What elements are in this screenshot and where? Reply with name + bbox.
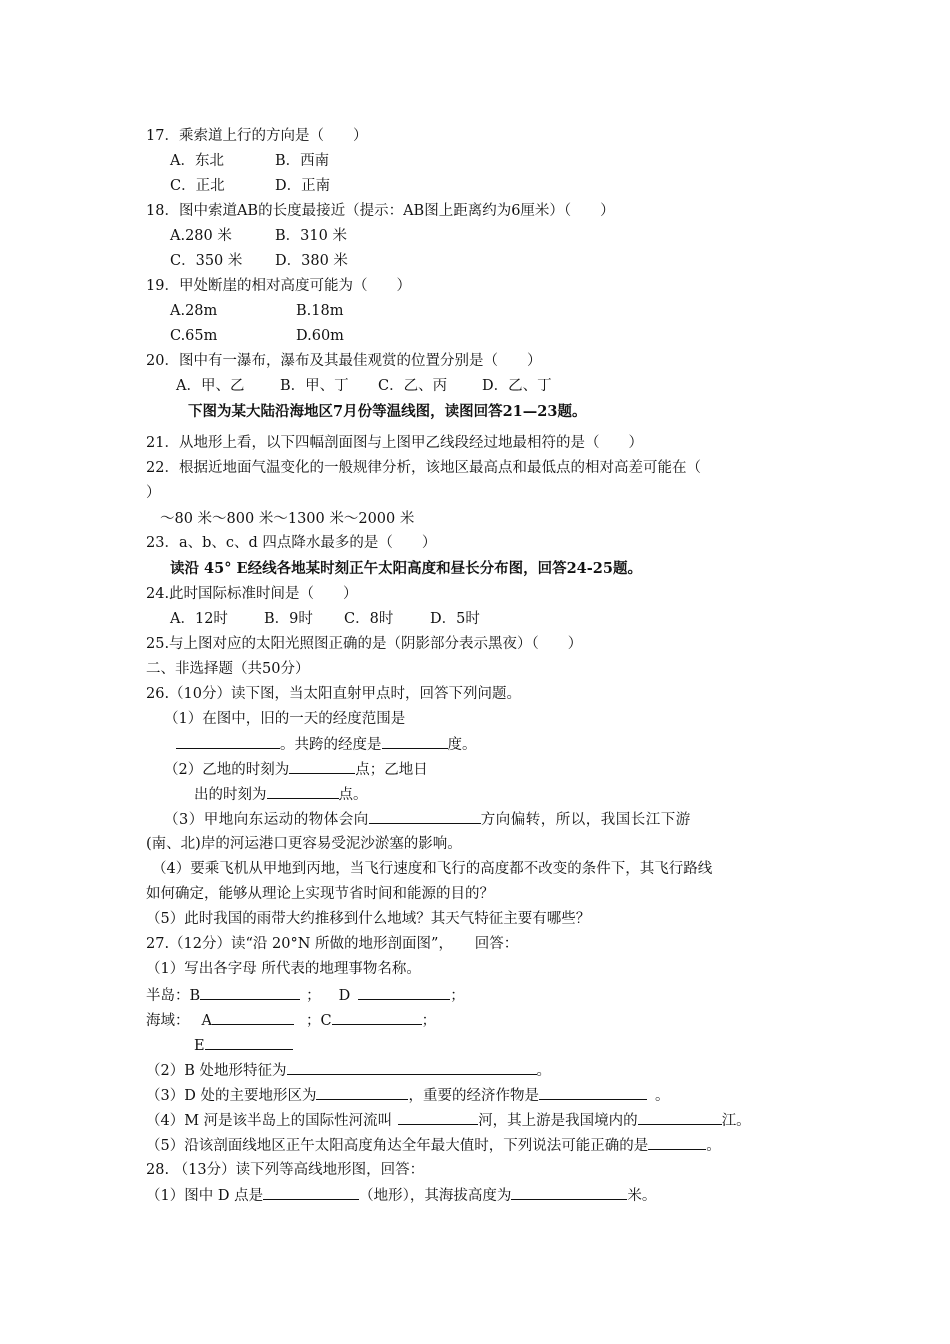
q26-part3-cont: (南、北)岸的河运港口更容易受泥沙淤塞的影响。 (146, 836, 462, 852)
answer-blank[interactable] (511, 1185, 627, 1200)
q26-part5: （5）此时我国的雨带大约推移到什么地域？其天气特征主要有哪些？ (146, 911, 591, 927)
q27-part4: （4）M 河是该半岛上的国际性河流叫 河，其上游是我国境内的 江。 (146, 1110, 751, 1131)
q17-stem: 17．乘索道上行的方向是（ ） (146, 128, 368, 144)
answer-blank[interactable] (316, 1085, 408, 1100)
q24-option-d: D．5时 (430, 611, 480, 627)
q20-option-d: D．乙、丁 (482, 378, 552, 394)
q18-option-c: C．350 米 (170, 253, 243, 269)
q19-option-row-1 (170, 301, 343, 321)
q24-option-a: A．12时 (170, 611, 228, 627)
answer-blank[interactable] (176, 734, 280, 749)
answer-blank[interactable] (648, 1135, 706, 1150)
q27-e-row: E (194, 1035, 293, 1056)
intro-21-23: 下图为某大陆沿海地区7月份等温线图，读图回答21—23题。 (188, 403, 587, 420)
q18-stem: 18．图中索道AB的长度最接近（提示：AB图上距离约为6厘米）（ ） (146, 203, 615, 219)
q27-part2: （2）B 处地形特征为 。 (146, 1060, 551, 1081)
answer-blank[interactable] (212, 1010, 294, 1025)
q27-part3: （3）D 处的主要地形区为 ，重要的经济作物是 。 (146, 1085, 669, 1106)
q27-stem: 27.（12分）读“沿 20°N 所做的地形剖面图”， 回答： (146, 936, 519, 952)
answer-blank[interactable] (287, 1060, 537, 1075)
q27-peninsula-row: 半岛：B ； D ； (146, 985, 465, 1006)
answer-blank[interactable] (382, 734, 448, 749)
q22-stem-end: ） (146, 485, 161, 501)
q20-options (176, 376, 552, 396)
answer-blank[interactable] (200, 985, 300, 1000)
q27-part5: （5）沿该剖面线地区正午太阳高度角达全年最大值时，下列说法可能正确的是 。 (146, 1135, 721, 1156)
q18-option-a: A.280 米 (170, 228, 232, 244)
q21-stem: 21．从地形上看，以下四幅剖面图与上图甲乙线段经过地最相符的是（ ） (146, 435, 643, 451)
q19-option-c: C.65m (170, 328, 218, 344)
q26-part4-cont: 如何确定，能够从理论上实现节省时间和能源的目的？ (146, 886, 494, 902)
q22-options: ～80 米～800 米～1300 米～2000 米 (160, 511, 415, 527)
q20-option-c: C．乙、丙 (378, 378, 448, 394)
answer-blank[interactable] (205, 1035, 293, 1050)
q26-part2: （2）乙地的时刻为 点；乙地日 (164, 759, 428, 780)
q17-option-a: A．东北 (170, 153, 224, 169)
q20-option-a: A．甲、乙 (176, 378, 245, 394)
q26-part2-cont: 出的时刻为 点。 (194, 784, 368, 805)
intro-24-25: 读沿 45° E经线各地某时刻正午太阳高度和昼长分布图，回答24-25题。 (170, 560, 642, 577)
answer-blank[interactable] (358, 985, 450, 1000)
answer-blank[interactable] (369, 809, 481, 824)
q28-stem: 28. （13分）读下列等高线地形图，回答： (146, 1162, 425, 1178)
q27-sea-row: 海域： A ；C ； (146, 1010, 436, 1031)
q18-option-b: B．310 米 (275, 228, 347, 244)
answer-blank[interactable] (638, 1110, 722, 1125)
q19-option-b: B.18m (296, 303, 344, 319)
q17-option-c: C．正北 (170, 178, 225, 194)
q17-option-d: D．正南 (275, 178, 331, 194)
answer-blank[interactable] (539, 1085, 647, 1100)
q22-stem: 22．根据近地面气温变化的一般规律分析，该地区最高点和最低点的相对高差可能在（ (146, 460, 701, 476)
q18-option-row-2 (170, 251, 348, 271)
q26-stem: 26.（10分）读下图，当太阳直射甲点时，回答下列问题。 (146, 686, 522, 702)
answer-blank[interactable] (289, 759, 355, 774)
q28-part1: （1）图中 D 点是 （地形），其海拔高度为 米。 (146, 1185, 656, 1206)
q24-option-b: B．9时 (264, 611, 313, 627)
q18-option-row-1 (170, 226, 347, 246)
q20-option-b: B．甲、丁 (280, 378, 349, 394)
q26-part3: （3）甲地向东运动的物体会向 方向偏转，所以，我国长江下游 (164, 809, 691, 830)
q25-stem: 25.与上图对应的太阳光照图正确的是（阴影部分表示黑夜）（ ） (146, 636, 583, 652)
q19-stem: 19．甲处断崖的相对高度可能为（ ） (146, 278, 411, 294)
section-2-heading: 二、非选择题（共50分） (146, 661, 310, 677)
q20-stem: 20．图中有一瀑布，瀑布及其最佳观赏的位置分别是（ ） (146, 353, 542, 369)
answer-blank[interactable] (332, 1010, 422, 1025)
q26-part1-answer: 。共跨的经度是 度。 (176, 734, 477, 755)
q24-stem: 24.此时国际标准时间是（ ） (146, 586, 358, 602)
q17-option-row-1 (170, 151, 329, 171)
q18-option-d: D．380 米 (275, 253, 348, 269)
q24-option-c: C．8时 (344, 611, 394, 627)
q19-option-a: A.28m (170, 303, 218, 319)
q27-part1: （1）写出各字母 所代表的地理事物名称。 (146, 961, 421, 977)
q26-part4: （4）要乘飞机从甲地到丙地，当飞行速度和飞行的高度都不改变的条件下，其飞行路线 (152, 861, 713, 877)
q24-options (170, 609, 480, 629)
answer-blank[interactable] (398, 1110, 478, 1125)
q23-stem: 23．a、b、c、d 四点降水最多的是（ ） (146, 535, 437, 551)
q19-option-row-2 (170, 326, 344, 346)
q17-option-row-2 (170, 176, 330, 196)
q17-option-b: B．西南 (275, 153, 330, 169)
answer-blank[interactable] (267, 784, 339, 799)
q26-part1: （1）在图中，旧的一天的经度范围是 (164, 711, 406, 727)
q19-option-d: D.60m (296, 328, 344, 344)
answer-blank[interactable] (263, 1185, 359, 1200)
